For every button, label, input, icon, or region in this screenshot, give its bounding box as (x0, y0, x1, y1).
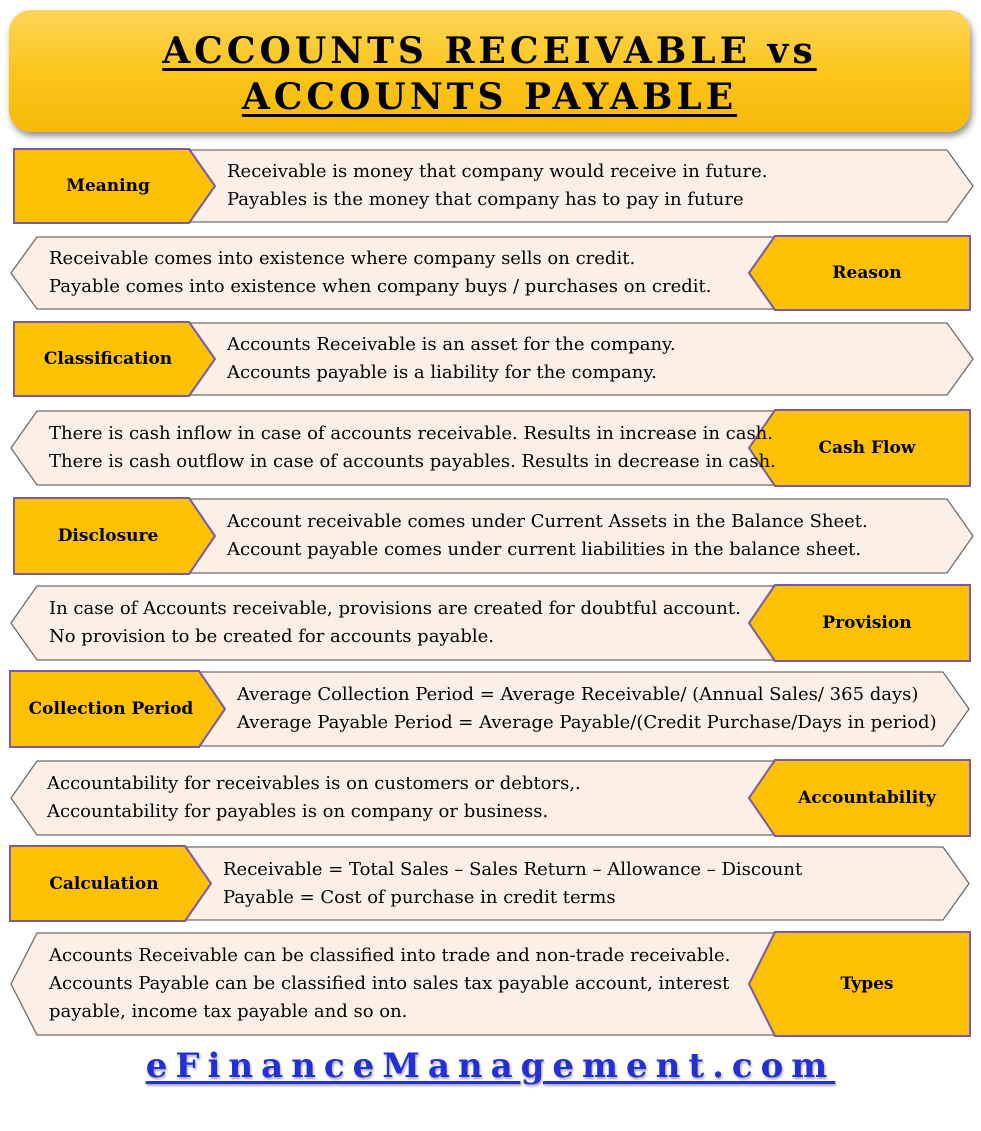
title-line-2: ACCOUNTS PAYABLE (241, 76, 738, 118)
row-cash-flow (9, 409, 971, 487)
row-calculation (9, 845, 971, 922)
description-line: payable, income tax payable and so on. (49, 1001, 408, 1022)
title-line-1: ACCOUNTS RECEIVABLE vs (162, 30, 817, 72)
description-accountability (47, 770, 581, 826)
description-line: Payable comes into existence when company buys / purchases on credit. (49, 276, 712, 297)
row-provision (9, 584, 971, 662)
label-cash-flow: Cash Flow (818, 438, 916, 458)
description-cash-flow (49, 420, 776, 476)
description-line: Account receivable comes under Current Assets in the Balance Sheet. (227, 511, 868, 532)
row-types (9, 931, 971, 1037)
description-line: Accounts payable is a liability for the company. (227, 362, 657, 383)
label-accountability: Accountability (798, 788, 936, 808)
description-line: Receivable comes into existence where company sells on credit. (49, 248, 636, 269)
title-banner (9, 10, 970, 132)
description-types (49, 942, 730, 1026)
description-line: In case of Accounts receivable, provisions are created for doubtful account. (49, 598, 741, 619)
label-provision: Provision (822, 613, 912, 633)
description-line: Payable = Cost of purchase in credit terms (223, 887, 616, 908)
description-line: There is cash outflow in case of accounts payables. Results in decrease in cash. (49, 451, 776, 472)
label-classification: Classification (43, 349, 173, 369)
description-line: Account payable comes under current liabilities in the balance sheet. (227, 539, 862, 560)
row-collection-period (9, 670, 971, 748)
description-calculation (223, 856, 802, 912)
description-line: Accounts Receivable can be classified into trade and non-trade receivable. (49, 945, 731, 966)
description-disclosure (227, 508, 868, 564)
row-reason (9, 235, 971, 311)
description-line: Accountability for receivables is on customers or debtors,. (47, 773, 581, 794)
description-collection-period (237, 681, 937, 737)
description-line: Accounts Payable can be classified into sales tax payable account, interest (49, 973, 730, 994)
label-meaning: Meaning (66, 176, 150, 196)
description-line: Average Payable Period = Average Payable/(Credit Purchase/Days in period) (237, 712, 937, 733)
description-line: Accounts Receivable is an asset for the company. (227, 334, 676, 355)
description-provision (49, 595, 741, 651)
description-line: There is cash inflow in case of accounts receivable. Results in increase in cash. (49, 423, 773, 444)
label-types: Types (840, 974, 894, 994)
row-disclosure (13, 497, 975, 575)
description-line: Average Collection Period = Average Receivable/ (Annual Sales/ 365 days) (237, 684, 919, 705)
footer-website[interactable]: eFinanceManagement.com (145, 1046, 836, 1086)
description-reason (49, 245, 711, 301)
label-collection-period: Collection Period (28, 699, 194, 719)
description-line: Receivable is money that company would receive in future. (227, 161, 768, 182)
label-disclosure: Disclosure (57, 526, 159, 546)
description-line: Receivable = Total Sales – Sales Return – Allowance – Discount (223, 859, 803, 880)
row-classification (13, 321, 975, 397)
description-classification (227, 331, 676, 387)
description-line: Payables is the money that company has to pay in future (227, 189, 744, 210)
description-meaning (227, 158, 768, 214)
label-reason: Reason (832, 263, 902, 283)
label-calculation: Calculation (49, 873, 159, 894)
row-meaning (13, 148, 975, 224)
description-line: Accountability for payables is on company or business. (47, 801, 549, 822)
description-line: No provision to be created for accounts payable. (49, 626, 494, 647)
row-accountability (9, 759, 971, 837)
